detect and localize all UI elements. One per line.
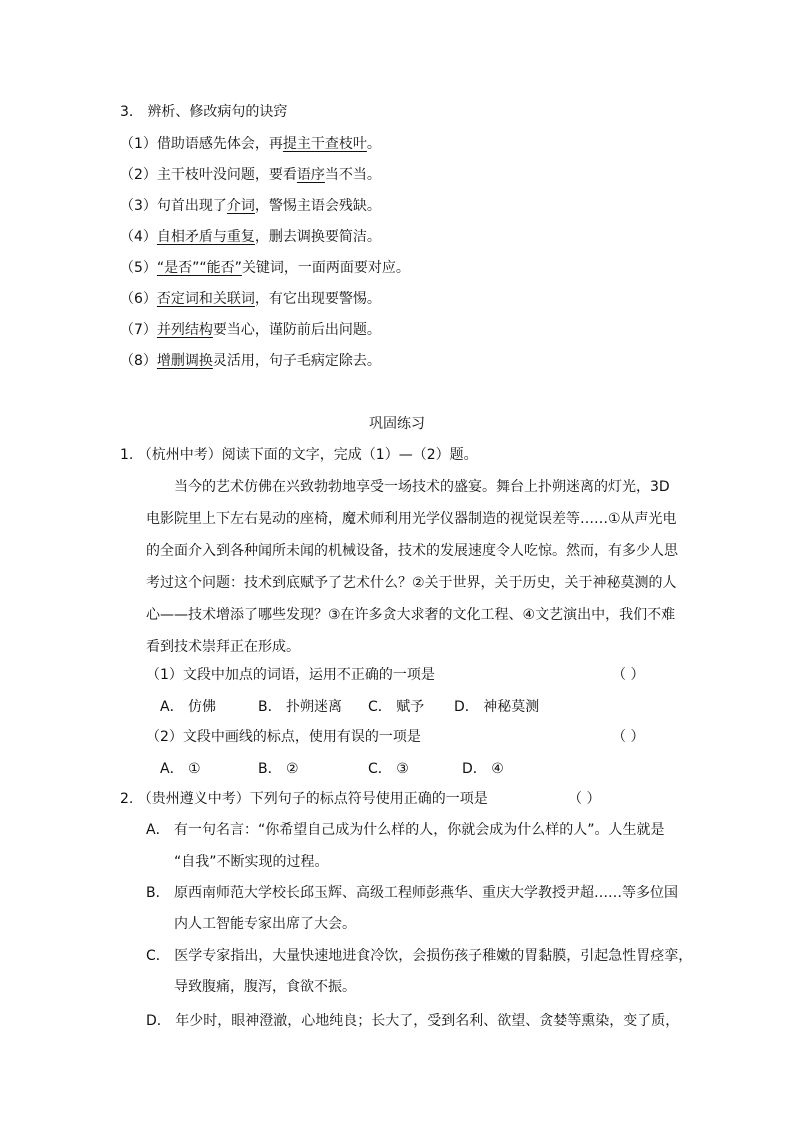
q2-option-b-cont: 内人工智能专家出席了大会。 xyxy=(174,916,356,932)
tip-text: 要当心，谨防前后出问题。 xyxy=(212,322,381,338)
tip-text: ，有它出现要警惕。 xyxy=(254,291,381,307)
tip-text: （3）句首出现了 xyxy=(120,198,227,214)
answer-bracket: （ ） xyxy=(612,729,645,745)
option-c: C． 赋予 xyxy=(368,699,425,715)
question-2-stem: 2. （贵州遵义中考）下列句子的标点符号使用正确的一项是 xyxy=(120,791,488,807)
passage-line: 看到技术崇拜正在形成。 xyxy=(146,639,300,655)
tip-text: 关键词，一面两面要对应。 xyxy=(241,260,410,276)
tip-text: 灵活用，句子毛病定除去。 xyxy=(212,353,381,369)
tip-item-5 xyxy=(120,258,410,278)
passage-line: 的全面介入到各种闻所未闻的机械设备，技术的发展速度令人吃惊。然而，有多少人思 xyxy=(146,543,678,559)
tip-item-7 xyxy=(120,320,381,340)
tip-text: ，删去调换要简洁。 xyxy=(254,229,381,245)
tip-text: （4） xyxy=(120,229,157,245)
tip-text: （6） xyxy=(120,291,157,307)
q2-option-b: B． 原西南师范大学校长邱玉辉、高级工程师彭燕华、重庆大学教授尹超……等多位国 xyxy=(146,885,679,901)
tip-item-4 xyxy=(120,227,381,247)
tip-item-2 xyxy=(120,165,381,185)
option-a: A． ① xyxy=(160,761,201,777)
option-d: D． ④ xyxy=(462,761,504,777)
tip-underlined: 否定词和关联词 xyxy=(156,291,255,307)
tip-underlined: 语序 xyxy=(296,167,325,183)
option-b: B． ② xyxy=(258,761,299,777)
passage-line: 心——技术增添了哪些发现？③在许多贪大求奢的文化工程、④文艺演出中，我们不难 xyxy=(146,607,676,623)
tip-underlined: 并列结构 xyxy=(156,322,213,338)
sub-question-2: （2）文段中画线的标点，使用有误的一项是 xyxy=(146,729,421,745)
tip-text: （8） xyxy=(120,353,157,369)
passage-line: 电影院里上下左右晃动的座椅，魔术师利用光学仪器制造的视觉误差等……①从声光电 xyxy=(146,511,677,527)
q2-option-d: D． 年少时，眼神澄澈，心地纯良；长大了，受到名利、欲望、贪婪等熏染，变了质， xyxy=(146,1013,680,1029)
tip-underlined: “是否”“能否” xyxy=(156,260,242,276)
option-b: B． 扑朔迷离 xyxy=(258,699,343,715)
tip-underlined: 提主干查枝叶 xyxy=(282,136,367,152)
tip-item-8 xyxy=(120,351,381,371)
tip-text: 。 xyxy=(366,136,381,152)
tip-text: （7） xyxy=(120,322,157,338)
tip-underlined: 自相矛盾与重复 xyxy=(156,229,255,245)
tip-underlined: 增删调换 xyxy=(156,353,213,369)
passage-line: 考过这个问题：技术到底赋予了艺术什么？②关于世界，关于历史，关于神秘莫测的人 xyxy=(146,575,677,591)
tip-item-3 xyxy=(120,196,381,216)
tip-text: 当不当。 xyxy=(324,167,381,183)
tip-text: ，警惕主语会残缺。 xyxy=(254,198,381,214)
q2-option-a-cont: “自我”不断实现的过程。 xyxy=(174,854,329,870)
tip-underlined: 介词 xyxy=(226,198,255,214)
q2-option-c: C． 医学专家指出，大量快速地进食冷饮，会损伤孩子稚嫩的胃黏膜，引起急性胃痉挛， xyxy=(146,948,693,964)
tip-text: （2）主干枝叶没问题，要看 xyxy=(120,167,297,183)
tip-text: （5） xyxy=(120,260,157,276)
option-a: A． 仿佛 xyxy=(160,699,217,715)
practice-title: 巩固练习 xyxy=(369,416,425,432)
option-d: D． 神秘莫测 xyxy=(454,699,540,715)
section-heading: 3． 辨析、修改病句的诀窍 xyxy=(120,104,288,120)
answer-bracket: （ ） xyxy=(612,667,645,683)
answer-bracket: （ ） xyxy=(568,791,601,807)
passage-line: 当今的艺术仿佛在兴致勃勃地享受一场技术的盛宴。舞台上扑朔迷离的灯光，3D xyxy=(174,479,670,495)
tip-text: （1）借助语感先体会，再 xyxy=(120,136,283,152)
question-1-stem: 1. （杭州中考）阅读下面的文字，完成（1）—（2）题。 xyxy=(120,447,478,463)
option-c: C． ③ xyxy=(368,761,409,777)
tip-item-6 xyxy=(120,289,381,309)
q2-option-a: A． 有一句名言：“你希望自己成为什么样的人，你就会成为什么样的人”。人生就是 xyxy=(146,822,665,838)
tip-item-1 xyxy=(120,134,381,154)
q2-option-c-cont: 导致腹痛，腹泻，食欲不振。 xyxy=(174,979,356,995)
sub-question-1: （1）文段中加点的词语，运用不正确的一项是 xyxy=(146,667,435,683)
